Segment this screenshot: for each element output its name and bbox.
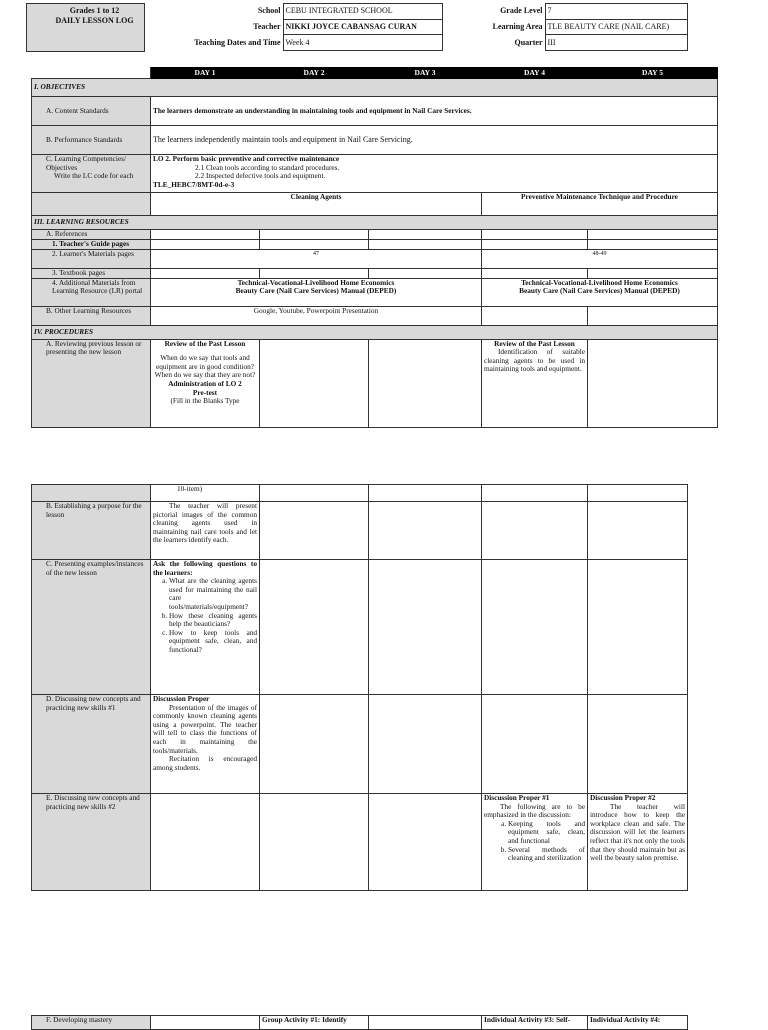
discussion-title-d4: Discussion Proper #1 xyxy=(484,793,550,802)
dates-value: Week 4 xyxy=(283,35,442,51)
discussion-point-b: b. Several methods of cleaning and sterilization xyxy=(508,846,585,863)
teacher-label: Teacher xyxy=(253,21,281,31)
review-pretest-d1: Pre-test xyxy=(192,387,218,397)
dates-label: Teaching Dates and Time xyxy=(194,37,281,47)
discussion-text-d4: The following are to be emphasized in the discussion: xyxy=(484,801,585,820)
quarter-value: III xyxy=(545,35,687,51)
log-title: DAILY LESSON LOG xyxy=(55,16,134,25)
developing-mastery-day2: Group Activity #1: Identify xyxy=(260,1016,369,1030)
purpose-label: B. Establishing a purpose for the lesson xyxy=(32,502,151,560)
questions-title: Ask the following questions to the learners: xyxy=(153,559,257,577)
questions-list xyxy=(153,577,257,654)
review-title-d4: Review of the Past Lesson xyxy=(494,339,575,348)
competencies-item-1: 2.1 Clean tools according to standard procedures. xyxy=(195,162,340,172)
school-value: CEBU INTEGRATED SCHOOL xyxy=(283,4,442,20)
performance-standards-label: B. Performance Standards xyxy=(32,126,151,155)
content-standards-label: A. Content Standards xyxy=(32,97,151,126)
discussion-text-d5: The teacher will introduce how to keep the workplace clean and safe. The discussion will let the learners reflect that it's not only the tools that they should maintain but as well the beauty salon premise. xyxy=(590,801,685,863)
competencies-code: TLE_HEBC7/8MT-0d-e-3 xyxy=(153,179,235,189)
additional-materials-day1-3 xyxy=(151,278,482,306)
lm-day1-3: 47 xyxy=(151,249,482,268)
day-1-header: DAY 1 xyxy=(151,68,260,79)
quarter-label: Quarter xyxy=(514,37,543,47)
developing-mastery-day4: Individual Activity #3: Self- xyxy=(482,1016,588,1030)
teachers-guide-label: 1. Teacher's Guide pages xyxy=(32,239,151,249)
question-1: a. What are the cleaning agents used for maintaining the nail care tools/materials/equipment? xyxy=(169,577,257,611)
objectives-section-title: I. OBJECTIVES xyxy=(32,79,718,97)
question-2: b. How these cleaning agents help the beauticians? xyxy=(169,612,257,629)
presenting-examples-label: C. Presenting examples/instances of the new lesson xyxy=(32,560,151,695)
other-resources-text: Google, Youtube, Powerpoint Presentation xyxy=(151,306,482,325)
discussing-1-label: D. Discussing new concepts and practicing new skills #1 xyxy=(32,695,151,794)
competencies-label xyxy=(32,155,151,193)
procedures-section-title: IV. PROCEDURES xyxy=(32,325,718,339)
competencies-item-2: 2.2 Inspected defective tools and equipment. xyxy=(195,171,326,181)
question-3: c. How to keep tools and equipment safe, clean, and functional? xyxy=(169,629,257,655)
grades-label: Grades 1 to 12 xyxy=(69,6,120,15)
header-school-info xyxy=(145,3,443,51)
additional-materials-day4-5 xyxy=(482,278,718,306)
grade-value: 7 xyxy=(545,4,687,20)
am-line2: Beauty Care (Nail Care Services) Manual (DEPED) xyxy=(235,286,397,296)
review-text-d1: When do we say that tools and equipment are in good condition? When do we say that they are not? xyxy=(154,353,256,380)
discussing-2-day5 xyxy=(588,794,688,891)
developing-mastery-day5: Individual Activity #4: xyxy=(588,1016,688,1030)
header-grade-info xyxy=(442,3,688,51)
lesson-log-table-page3 xyxy=(31,1015,688,1030)
discussion-title-d1: Discussion Proper xyxy=(153,694,210,703)
competencies-text xyxy=(151,155,718,193)
content-day4-5: Preventive Maintenance Technique and Procedure xyxy=(482,193,718,216)
discussing-1-day1 xyxy=(151,695,260,794)
discussing-2-label: E. Discussing new concepts and practicing new skills #2 xyxy=(32,794,151,891)
performance-standards-text: The learners independently maintain tools and equipment in Nail Care Servicing. xyxy=(151,126,718,155)
discussion-point-a: a. Keeping tools and equipment safe, clean, and functional xyxy=(508,820,585,846)
references-label: A. References xyxy=(32,230,151,240)
discussing-2-day4 xyxy=(482,794,588,891)
competencies-lo: LO 2. Perform basic preventive and corrective maintenance xyxy=(153,154,340,163)
lesson-log-table-page2 xyxy=(31,484,688,891)
day-5-header: DAY 5 xyxy=(588,68,718,79)
grade-label: Grade Level xyxy=(500,6,543,16)
area-value: TLE BEAUTY CARE (NAIL CARE) xyxy=(545,19,687,35)
lesson-log-table-page1 xyxy=(31,67,718,428)
textbook-label: 3. Textbook pages xyxy=(32,268,151,278)
resources-section-title: III. LEARNING RESOURCES xyxy=(32,216,718,230)
discussion-text2-d1: Recitation is encouraged among students. xyxy=(153,754,257,772)
school-label: School xyxy=(257,6,281,16)
additional-materials-label: 4. Additional Materials from Learning Resource (LR) portal xyxy=(32,278,151,306)
lm-day4-5: 48-49 xyxy=(482,249,718,268)
purpose-day1: The teacher will present pictorial images of the common cleaning agents used in maintaining nail care tools and let the learners identify each. xyxy=(151,502,260,560)
content-standards-text: The learners demonstrate an understanding in maintaining tools and equipment in Nail Care Services. xyxy=(151,97,718,126)
review-fill-d1: (Fill in the Blanks Type xyxy=(170,396,240,406)
discussion-points-d4 xyxy=(484,820,585,863)
reviewing-label: A. Reviewing previous lesson or presenting the new lesson xyxy=(32,339,151,427)
am-line2-d4: Beauty Care (Nail Care Services) Manual (DEPED) xyxy=(519,286,680,296)
teacher-value: NIKKI JOYCE CABANSAG CURAN xyxy=(283,19,442,35)
am-line1: Technical-Vocational-Livelihood Home Economics xyxy=(237,278,395,287)
competencies-label-text: C. Learning Competencies/ Objectives xyxy=(46,154,127,172)
area-label: Learning Area xyxy=(492,21,543,31)
learners-materials-label: 2. Learner's Materials pages xyxy=(32,249,151,268)
discussion-title-d5: Discussion Proper #2 xyxy=(590,793,656,802)
competencies-label-note: Write the LC code for each xyxy=(54,171,134,181)
am-line1-d4: Technical-Vocational-Livelihood Home Economics xyxy=(521,278,678,287)
reviewing-day4 xyxy=(482,339,588,427)
reviewing-day1 xyxy=(151,339,260,427)
day-2-header: DAY 2 xyxy=(260,68,369,79)
header-title-box xyxy=(26,3,145,52)
developing-mastery-label: F. Developing mastery xyxy=(32,1016,151,1030)
content-day1-3: Cleaning Agents xyxy=(151,193,482,216)
presenting-examples-day1 xyxy=(151,560,260,695)
day-4-header: DAY 4 xyxy=(482,68,588,79)
day-3-header: DAY 3 xyxy=(369,68,482,79)
discussion-text-d1: Presentation of the images of commonly known cleaning agents using a powerpoint. The teacher will tell to class the functions of each in maintaining the tools/materials. xyxy=(153,702,257,755)
other-resources-label: B. Other Learning Resources xyxy=(32,306,151,325)
review-continued-d1: 10-item) xyxy=(151,485,260,502)
review-admin-d1: Administration of LO 2 xyxy=(168,378,242,388)
review-title-d1: Review of the Past Lesson xyxy=(164,339,246,348)
review-text-d4: Identification of suitable cleaning agents to be used in maintaining tools and equipment. xyxy=(484,347,585,374)
